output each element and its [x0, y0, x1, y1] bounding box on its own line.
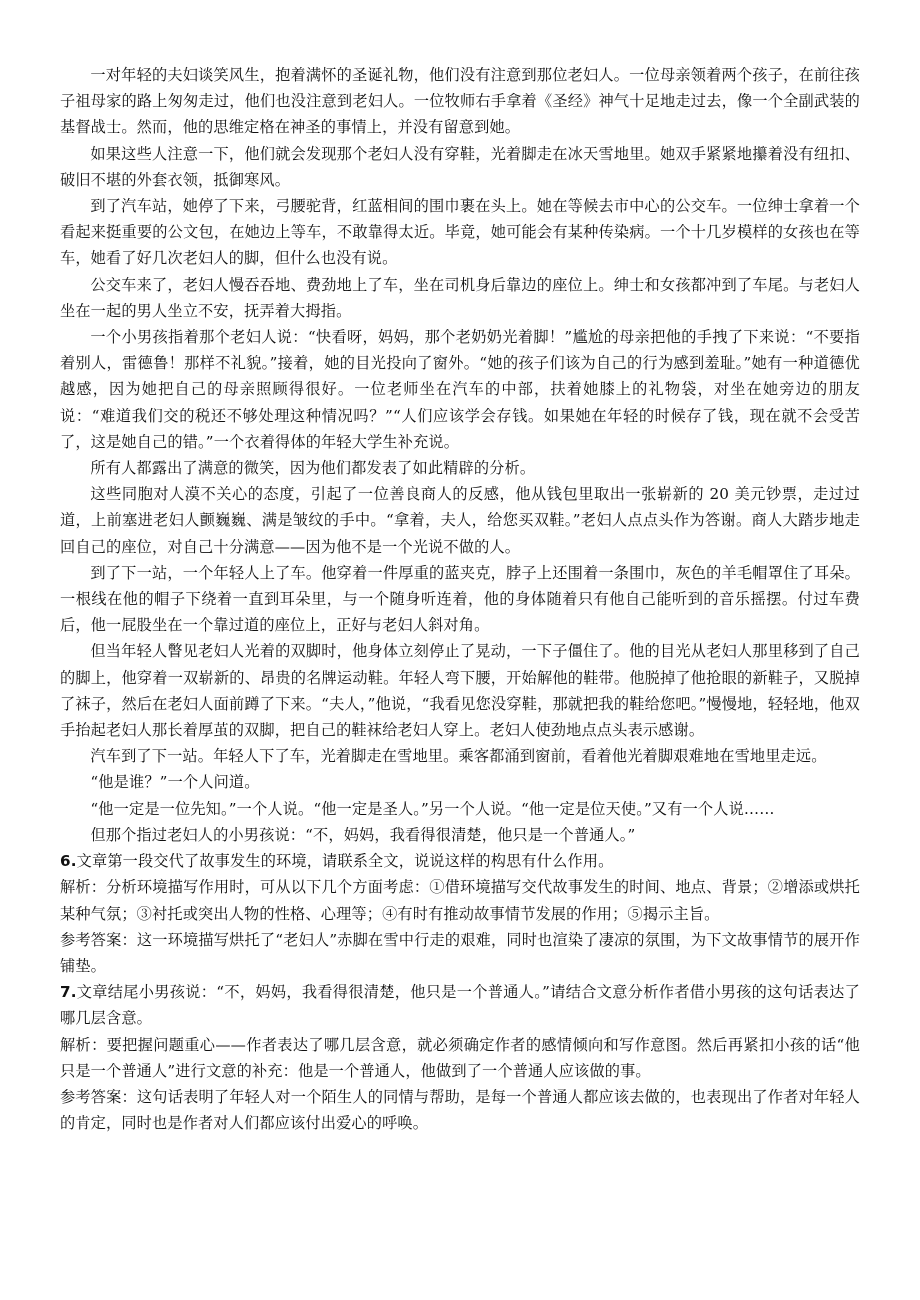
question-number: 6. [60, 852, 77, 871]
story-paragraph: 如果这些人注意一下，他们就会发现那个老妇人没有穿鞋，光着脚走在冰天雪地里。她双手紧紧地攥着没有纽扣、破旧不堪的外套衣领，抵御寒风。 [60, 144, 860, 189]
question-number: 7. [60, 983, 77, 1002]
story-paragraph: “他一定是一位先知。”一个人说。“他一定是圣人。”另一个人说。“他一定是位天使。”又有一个人说…… [90, 799, 775, 818]
story-paragraph: 到了汽车站，她停了下来，弓腰驼背，红蓝相间的围巾裹在头上。她在等候去市中心的公交车。一位绅士拿着一个看起来挺重要的公文包，在她边上等车，不敢靠得太近。毕竟，她可能会有某种传染病。一个十几岁模样的女孩也在等车，她看了好几次老妇人的脚，但什么也没有说。 [60, 197, 860, 268]
story-paragraph: 公交车来了，老妇人慢吞吞地、费劲地上了车，坐在司机身后靠边的座位上。绅士和女孩都冲到了车尾。与老妇人坐在一起的男人坐立不安，抚弄着大拇指。 [60, 275, 860, 320]
question-6 [60, 848, 860, 874]
story-paragraph: 到了下一站，一个年轻人上了车。他穿着一件厚重的蓝夹克，脖子上还围着一条围巾，灰色的羊毛帽罩住了耳朵。一根线在他的帽子下绕着一直到耳朵里，与一个随身听连着，他的身体随着只有他自己能听到的音乐摇摆。付过车费后，他一屁股坐在一个靠过道的座位上，正好与老妇人斜对角。 [60, 563, 860, 635]
question-analysis: 解析：要把握问题重心——作者表达了哪几层含意，就必须确定作者的感情倾向和写作意图。然后再紧扣小孩的话“他只是一个普通人”进行文意的补充：他是一个普通人，他做到了一个普通人应该做的事。 [60, 1035, 860, 1080]
question-analysis: 解析：分析环境描写作用时，可从以下几个方面考虑：①借环境描写交代故事发生的时间、地点、背景；②增添或烘托某种气氛；③衬托或突出人物的性格、心理等；④有时有推动故事情节发展的作用；⑤揭示主旨。 [60, 878, 860, 923]
story-paragraph: 但当年轻人瞥见老妇人光着的双脚时，他身体立刻停止了晃动，一下子僵住了。他的目光从老妇人那里移到了自己的脚上，他穿着一双崭新的、昂贵的名牌运动鞋。年轻人弯下腰，开始解他的鞋带。他脱掉了他抢眼的新鞋子，又脱掉了袜子，然后在老妇人面前蹲了下来。“夫人，”他说，“我看见您没穿鞋，那就把我的鞋给您吧。”慢慢地，轻轻地，他双手抬起老妇人那长着厚茧的双脚，把自己的鞋袜给老妇人穿上。老妇人使劲地点点头表示感谢。 [60, 642, 860, 740]
story-paragraph: 这些同胞对人漠不关心的态度，引起了一位善良商人的反感，他从钱包里取出一张崭新的 20 美元钞票，走过过道，上前塞进老妇人颤巍巍、满是皱纹的手中。“拿着，夫人，给您买双鞋。”老妇人点点头作为答谢。商人大踏步地走回自己的座位，对自己十分满意——因为他不是一个光说不做的人。 [60, 485, 860, 556]
story-paragraph: 一个小男孩指着那个老妇人说：“快看呀，妈妈，那个老奶奶光着脚！”尴尬的母亲把他的手拽了下来说：“不要指着别人，雷德鲁！那样不礼貌。”接着，她的目光投向了窗外。“她的孩子们该为自己的行为感到羞耻。”她有一种道德优越感，因为她把自己的母亲照顾得很好。一位老师坐在汽车的中部，扶着她膝上的礼物袋，对坐在她旁边的朋友说：“难道我们交的税还不够处理这种情况吗？”“人们应该学会存钱。如果她在年轻的时候存了钱，现在就不会受苦了，这是她自己的错。”一个衣着得体的年轻大学生补充说。 [60, 328, 860, 451]
story-paragraph: 一对年轻的夫妇谈笑风生，抱着满怀的圣诞礼物，他们没有注意到那位老妇人。一位母亲领着两个孩子，在前往孩子祖母家的路上匆匆走过，他们也没注意到老妇人。一位牧师右手拿着《圣经》神气十足地走过去，像一个全副武装的基督战士。然而，他的思维定格在神圣的事情上，并没有留意到她。 [60, 66, 860, 137]
story-paragraph: “他是谁？”一个人问道。 [90, 773, 260, 792]
story-paragraph: 所有人都露出了满意的微笑，因为他们都发表了如此精辟的分析。 [90, 459, 536, 478]
story-paragraph: 汽车到了下一站。年轻人下了车，光着脚走在雪地里。乘客都涌到窗前，看着他光着脚艰难地在雪地里走远。 [90, 747, 827, 766]
story-paragraph: 但那个指过老妇人的小男孩说：“不，妈妈，我看得很清楚，他只是一个普通人。” [90, 825, 636, 844]
question-answer: 参考答案：这句话表明了年轻人对一个陌生人的同情与帮助，是每一个普通人都应该去做的，也表现出了作者对年轻人的肯定，同时也是作者对人们都应该付出爱心的呼唤。 [60, 1087, 860, 1133]
question-prompt: 文章第一段交代了故事发生的环境，请联系全文，说说这样的构思有什么作用。 [76, 852, 614, 871]
document-body [60, 62, 860, 1136]
question-prompt: 文章结尾小男孩说：“不，妈妈，我看得很清楚，他只是一个普通人。”请结合文意分析作者借小男孩的这句话表达了哪几层含意。 [60, 983, 860, 1028]
question-7 [60, 979, 860, 1031]
question-answer: 参考答案：这一环境描写烘托了“老妇人”赤脚在雪中行走的艰难，同时也渲染了凄凉的氛围，为下文故事情节的展开作铺垫。 [60, 930, 860, 975]
